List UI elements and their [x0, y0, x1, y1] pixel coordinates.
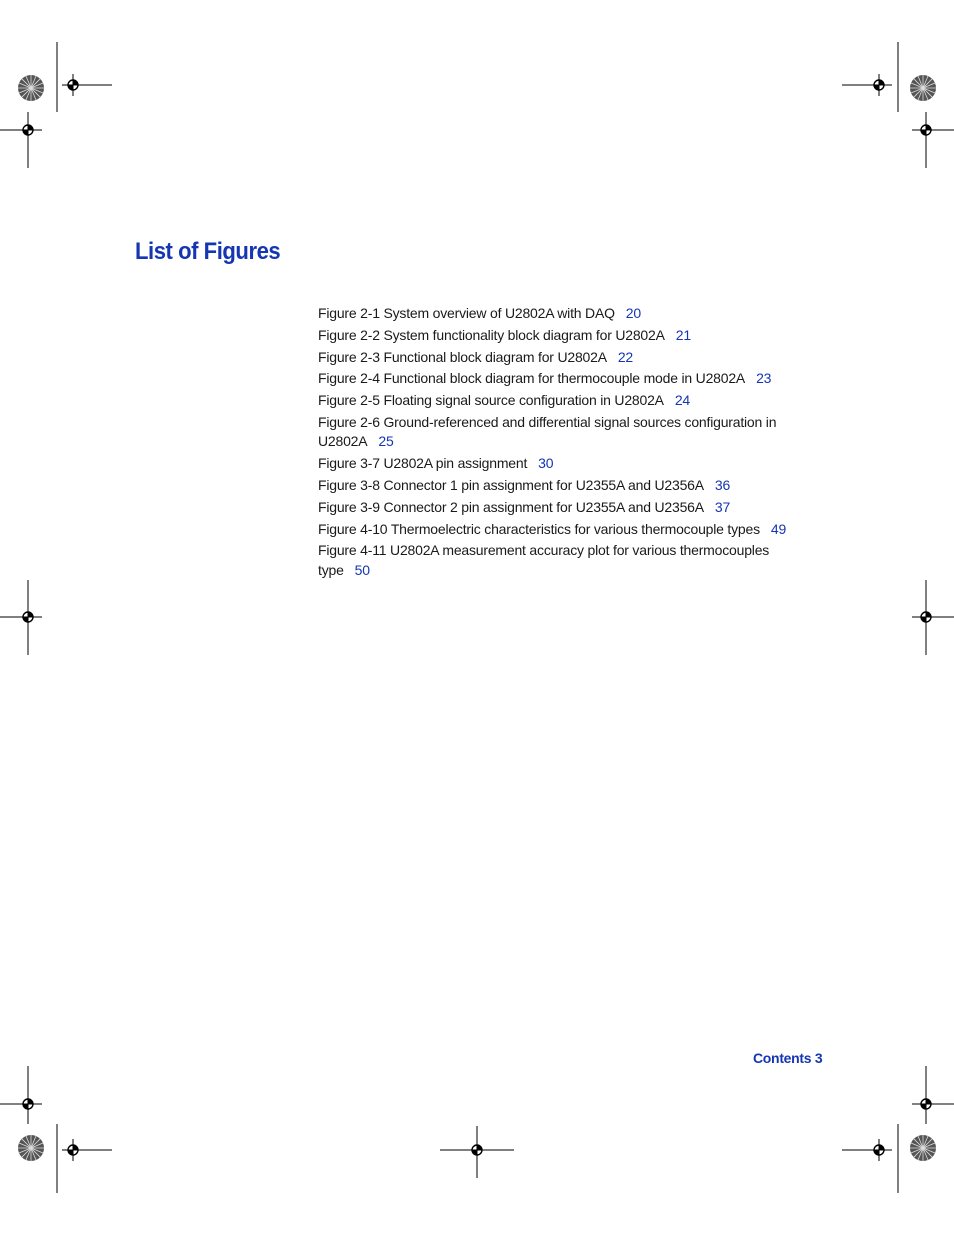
figure-entry[interactable] [318, 541, 808, 580]
figure-entry[interactable] [318, 348, 808, 368]
figure-entry[interactable] [318, 476, 808, 496]
figure-entry[interactable] [318, 304, 808, 324]
figure-page-link[interactable]: 49 [770, 520, 787, 537]
figure-page-link[interactable]: 50 [354, 561, 370, 578]
figure-entry[interactable] [318, 326, 808, 346]
figure-page-link[interactable]: 23 [756, 370, 772, 387]
figure-entry[interactable] [318, 369, 808, 389]
figure-page-link[interactable]: 24 [674, 392, 690, 409]
figure-title: Figure 2-4 Functional block diagram for thermocouple mode in U2802A [318, 370, 746, 387]
page-footer: Contents 3 [753, 1050, 823, 1066]
figure-title: Figure 3-7 U2802A pin assignment [318, 455, 528, 472]
figure-page-link[interactable]: 20 [625, 305, 641, 321]
figure-entry[interactable] [318, 391, 808, 411]
figure-page-link[interactable]: 36 [714, 477, 731, 494]
figure-title: Figure 4-11 U2802A measurement accuracy plot for various thermocouples type [318, 542, 770, 578]
figure-page-link[interactable]: 21 [675, 326, 691, 343]
figure-title: Figure 2-1 System overview of U2802A with DAQ [318, 305, 615, 321]
figure-title: Figure 3-8 Connector 1 pin assignment for U2355A and U2356A [318, 477, 704, 494]
figure-page-link[interactable]: 25 [378, 433, 394, 450]
page-title: List of Figures [135, 238, 281, 265]
figure-title: Figure 2-5 Floating signal source configuration in U2802A [318, 392, 664, 409]
figure-list [318, 304, 808, 583]
figure-page-link[interactable]: 37 [714, 498, 731, 515]
crop-mark-mid-right [912, 580, 954, 655]
figure-entry[interactable] [318, 498, 808, 518]
figure-title: Figure 4-10 Thermoelectric characteristics for various thermocouple types [318, 520, 760, 537]
figure-entry[interactable] [318, 413, 808, 452]
crop-mark-mid-left [0, 580, 42, 655]
figure-entry[interactable] [318, 454, 808, 474]
crop-mark-bottom-center [440, 1126, 514, 1178]
figure-title: Figure 3-9 Connector 2 pin assignment for U2355A and U2356A [318, 498, 704, 515]
crop-mark-bottom-left [0, 1066, 112, 1193]
figure-page-link[interactable]: 30 [538, 455, 554, 472]
crop-mark-top-right [842, 42, 954, 168]
figure-entry[interactable] [318, 520, 808, 540]
crop-mark-top-left [0, 42, 112, 168]
figure-page-link[interactable]: 22 [617, 348, 634, 365]
figure-title: Figure 2-2 System functionality block diagram for U2802A [318, 326, 665, 343]
figure-title: Figure 2-6 Ground-referenced and differential signal sources configuration in U2802A [318, 413, 777, 450]
figure-title: Figure 2-3 Functional block diagram for U2802A [318, 348, 607, 365]
crop-mark-bottom-right [842, 1066, 954, 1193]
